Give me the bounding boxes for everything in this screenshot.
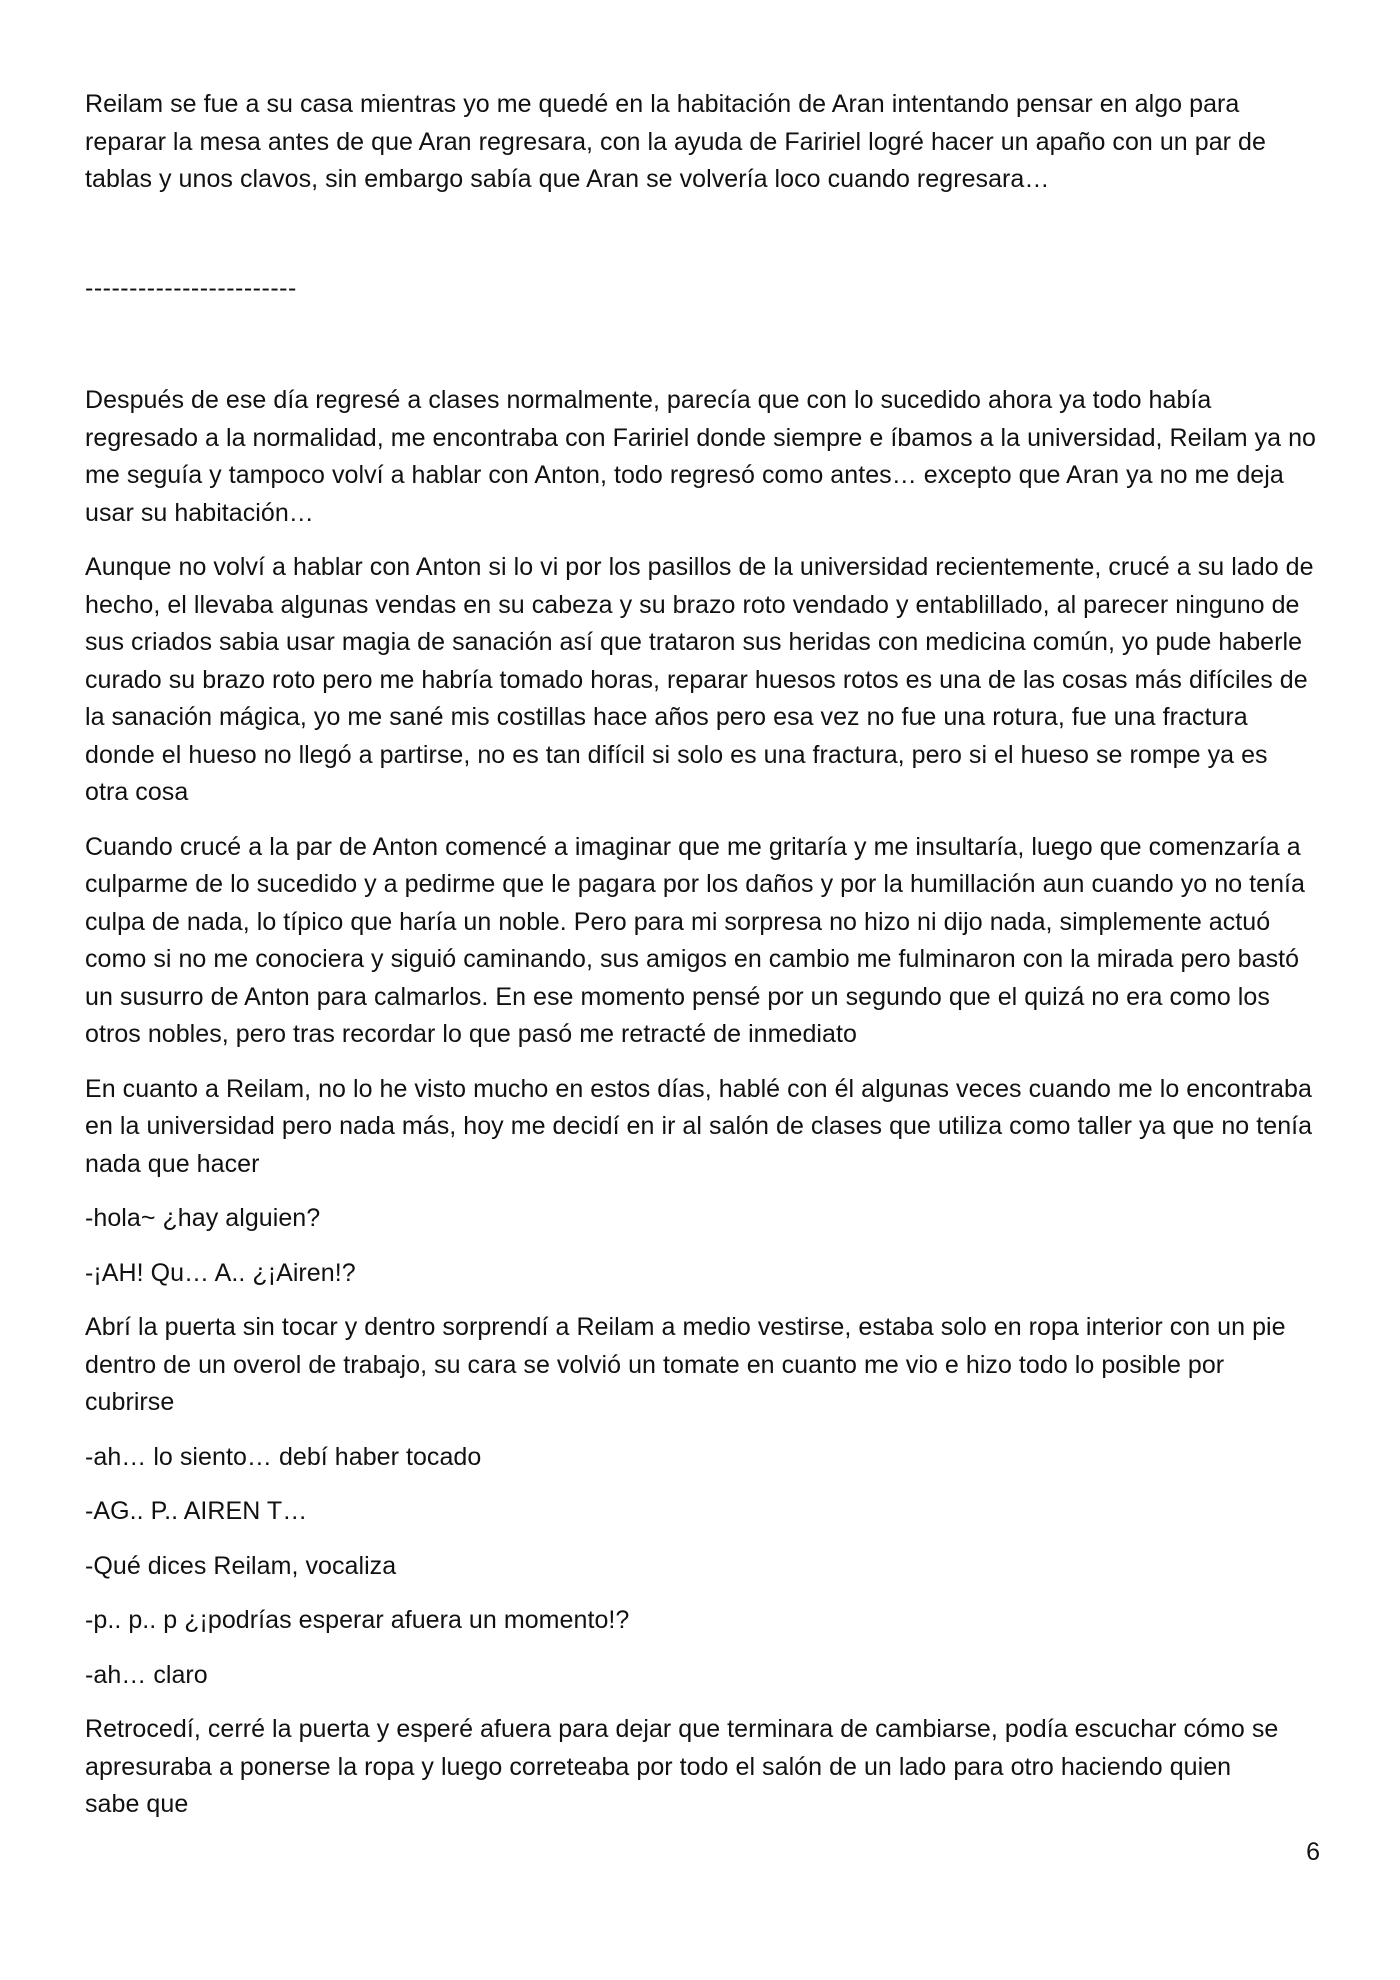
- dialogue-line: -ah… lo siento… debí haber tocado: [85, 1442, 482, 1471]
- dialogue-line: -ah… claro: [85, 1660, 208, 1689]
- intro-block: [85, 86, 1325, 216]
- paragraph: Aunque no volví a hablar con Anton si lo vi por los pasillos de la universidad recientemente, crucé a su lado de hecho, el llevaba algunas vendas en su cabeza y su brazo roto vendado y entablillado, al parecer ninguno de sus criados sabia usar magia de sanación así que trataron sus heridas con medicina común, yo pude haberle curado su brazo roto pero me habría tomado horas, reparar huesos rotos es una de las cosas más difíciles de la sanación mágica, yo me sané mis costillas hace años pero esa vez no fue una rotura, fue una fractura donde el hueso no llegó a partirse, no es tan difícil si solo es una fractura, pero si el hueso se rompe ya es otra cosa: [85, 553, 1314, 806]
- body-text: [85, 382, 1325, 1841]
- paragraph: Abrí la puerta sin tocar y dentro sorprendí a Reilam a medio vestirse, estaba solo en ropa interior con un pie dentro de un overol de trabajo, su cara se volvió un tomate en cuanto me vio e hizo todo lo posible por cubrirse: [85, 1313, 1286, 1416]
- dialogue-line: -AG.. P.. AIREN T…: [85, 1497, 308, 1525]
- section-divider: ------------------------: [85, 274, 297, 302]
- dialogue-line: -p.. p.. p ¿¡podrías esperar afuera un momento!?: [85, 1606, 630, 1634]
- page-number: 6: [1306, 1838, 1320, 1866]
- paragraph: Cuando crucé a la par de Anton comencé a imaginar que me gritaría y me insultaría, luego que comenzaría a culparme de lo sucedido y a pedirme que le pagara por los daños y por la humillación aun cuando yo no tenía culpa de nada, lo típico que haría un noble. Pero para mi sorpresa no hizo ni dijo nada, simplemente actuó como si no me conociera y siguió caminando, sus amigos en cambio me fulminaron con la mirada pero bastó un susurro de Anton para calmarlos. En ese momento pensé por un segundo que el quizá no era como los otros nobles, pero tras recordar lo que pasó me retracté de inmediato: [85, 832, 1306, 1048]
- intro-paragraph: Reilam se fue a su casa mientras yo me quedé en la habitación de Aran intentando pensar en algo para reparar la mesa antes de que Aran regresara, con la ayuda de Faririel logré hacer un apaño con un par de tablas y unos clavos, sin embargo sabía que Aran se volvería loco cuando regresara…: [85, 90, 1266, 193]
- paragraph: En cuanto a Reilam, no lo he visto mucho en estos días, hablé con él algunas veces cuando me lo encontraba en la universidad pero nada más, hoy me decidí en ir al salón de clases que utiliza como taller ya que no tenía nada que hacer: [85, 1074, 1313, 1178]
- dialogue-line: -¡AH! Qu… A.. ¿¡Airen!?: [85, 1258, 356, 1287]
- paragraph: Después de ese día regresé a clases normalmente, parecía que con lo sucedido ahora ya todo había regresado a la normalidad, me encontraba con Faririel donde siempre e íbamos a la universidad, Reilam ya no me seguía y tampoco volví a hablar con Anton, todo regresó como antes… excepto que Aran ya no me deja usar su habitación…: [85, 386, 1317, 527]
- paragraph: Retrocedí, cerré la puerta y esperé afuera para dejar que terminara de cambiarse, podía escuchar cómo se apresuraba a ponerse la ropa y luego correteaba por todo el salón de un lado para otro haciendo quien sabe que: [85, 1715, 1279, 1818]
- dialogue-line: -Qué dices Reilam, vocaliza: [85, 1551, 397, 1580]
- dialogue-line: -hola~ ¿hay alguien?: [85, 1204, 321, 1232]
